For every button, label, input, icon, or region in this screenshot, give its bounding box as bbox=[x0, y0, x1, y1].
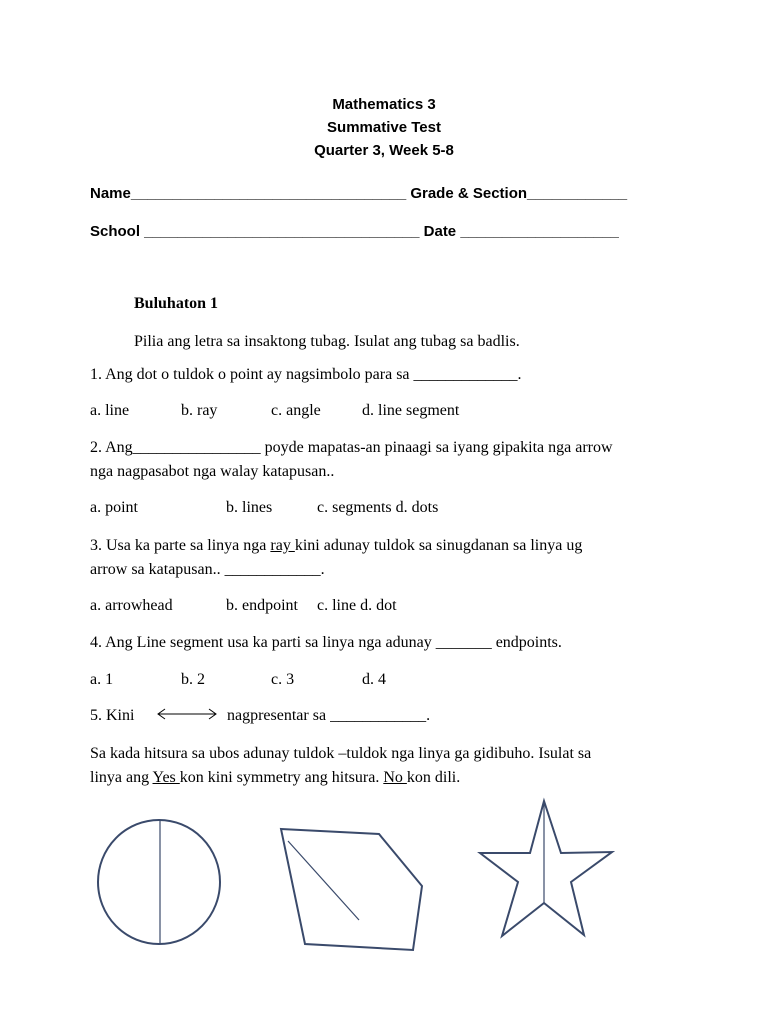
circle-shape bbox=[94, 816, 226, 950]
q3-underlined-ray: ray bbox=[270, 537, 295, 554]
question-5-post: nagpresentar sa ____________. bbox=[227, 707, 431, 724]
date-field: ___________________ bbox=[460, 223, 619, 240]
q4-option-b: b. 2 bbox=[181, 671, 205, 688]
symmetry-text-post: kon dili. bbox=[406, 769, 461, 786]
double-arrow-icon bbox=[155, 706, 219, 722]
q2-option-a: a. point bbox=[90, 499, 138, 516]
q1-option-b: b. ray bbox=[181, 402, 218, 419]
school-field: _________________________________ bbox=[144, 223, 420, 240]
symmetry-text-pre: linya ang bbox=[90, 769, 153, 786]
school-label: School bbox=[90, 223, 145, 240]
section-instruction: Pilia ang letra sa insaktong tubag. Isulat ang tubag sa badlis. bbox=[134, 333, 520, 350]
symmetry-text-mid: kon kini symmetry ang hitsura. bbox=[179, 769, 384, 786]
q2-option-c-d: c. segments d. dots bbox=[317, 499, 439, 516]
question-5-pre: 5. Kini bbox=[90, 707, 135, 724]
star-shape bbox=[476, 796, 616, 942]
symmetry-yes: Yes bbox=[152, 769, 180, 786]
q3-option-c-d: c. line d. dot bbox=[317, 597, 397, 614]
name-label: Name bbox=[90, 185, 131, 202]
symmetry-instruction-line-2 bbox=[90, 769, 460, 787]
q4-option-d: d. 4 bbox=[362, 671, 386, 688]
q4-option-a: a. 1 bbox=[90, 671, 114, 688]
school-row bbox=[90, 223, 619, 240]
q3-option-b: b. endpoint bbox=[226, 597, 298, 614]
q1-option-d: d. line segment bbox=[362, 402, 460, 419]
q4-option-c: c. 3 bbox=[271, 671, 295, 688]
subject-title: Mathematics 3 bbox=[332, 96, 436, 113]
q3-text-post: kini adunay tuldok sa sinugdanan sa linya ug bbox=[294, 537, 583, 554]
question-1: 1. Ang dot o tuldok o point ay nagsimbolo para sa _____________. bbox=[90, 366, 522, 383]
question-3-line-1 bbox=[90, 537, 582, 555]
question-2-line-1: 2. Ang________________ poyde mapatas-an pinaagi sa iyang gipakita nga arrow bbox=[90, 439, 613, 456]
symmetry-instruction-line-1: Sa kada hitsura sa ubos adunay tuldok –tuldok nga linya ga gidibuho. Isulat sa bbox=[90, 745, 592, 762]
q3-option-a: a. arrowhead bbox=[90, 597, 173, 614]
question-4: 4. Ang Line segment usa ka parti sa linya nga adunay _______ endpoints. bbox=[90, 634, 562, 651]
q3-text-pre: 3. Usa ka parte sa linya nga bbox=[90, 537, 271, 554]
grade-section-label: Grade & Section bbox=[410, 185, 528, 202]
pentagon-shape bbox=[276, 824, 452, 960]
grade-section-field: ____________ bbox=[527, 185, 628, 202]
q1-option-c: c. angle bbox=[271, 402, 321, 419]
period-title: Quarter 3, Week 5-8 bbox=[314, 142, 454, 159]
symmetry-no: No bbox=[383, 769, 407, 786]
section-title: Buluhaton 1 bbox=[134, 295, 219, 312]
date-label: Date bbox=[423, 223, 461, 240]
name-row bbox=[90, 185, 627, 202]
question-3-line-2: arrow sa katapusan.. ____________. bbox=[90, 561, 325, 578]
q1-option-a: a. line bbox=[90, 402, 130, 419]
name-field: _________________________________ bbox=[130, 185, 407, 202]
q2-option-b: b. lines bbox=[226, 499, 273, 516]
question-2-line-2: nga nagpasabot nga walay katapusan.. bbox=[90, 463, 335, 480]
test-title: Summative Test bbox=[327, 119, 441, 136]
